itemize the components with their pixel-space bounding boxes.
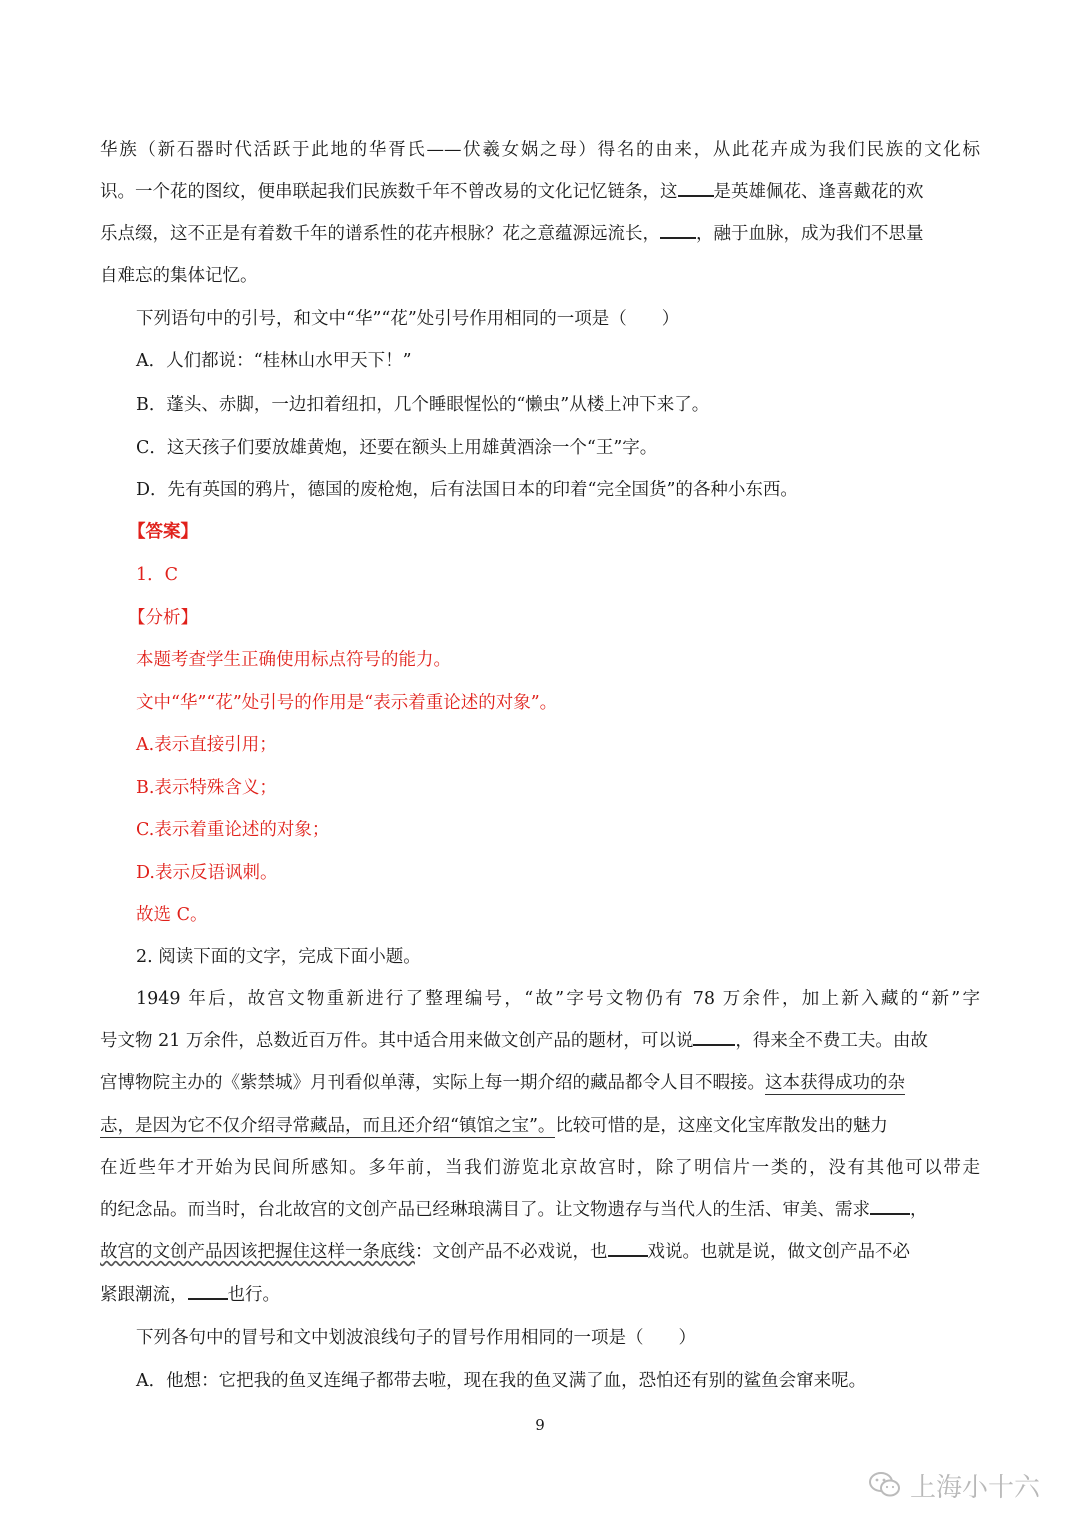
wechat-icon: [868, 1470, 902, 1500]
question1-stem: 下列语句中的引号，和文中“华”“花”处引号作用相同的一项是（ ）: [136, 309, 680, 329]
passage2-line-8: 紧跟潮流， 也行。: [100, 1285, 280, 1305]
analysis-line-4: B.表示特殊含义；: [136, 778, 277, 798]
fill-blank: [678, 181, 714, 197]
question1-option-c: C．这天孩子们要放雄黄炮，还要在额头上用雄黄酒涂一个“王”字。: [136, 438, 658, 458]
fill-blank: [188, 1284, 228, 1300]
question1-option-b: B．蓬头、赤脚，一边扣着纽扣，几个睡眼惺忪的“懒虫”从楼上冲下来了。: [136, 395, 710, 415]
analysis-line-5: C.表示着重论述的对象；: [136, 820, 330, 840]
fill-blank: [660, 223, 696, 239]
wavy-underlined-sentence: 故宫的文创产品因该把握住这样一条底线: [100, 1242, 415, 1262]
passage1-line-2: 识。一个花的图纹，便串联起我们民族数千年不曾改易的文化记忆链条，这 是英雄佩花、逢喜戴花的欢: [100, 182, 924, 202]
passage2-line-1: 1949 年后，故宫文物重新进行了整理编号，“故”字号文物仍有 78 万余件，加上新入藏的“新”字: [136, 989, 980, 1009]
page-number: 9: [535, 1416, 545, 1434]
underlined-sentence: 这本获得成功的杂: [765, 1073, 905, 1093]
answer-heading: 【答案】: [128, 522, 198, 542]
question2-option-a: A．他想：它把我的鱼叉连绳子都带去啦，现在我的鱼叉满了血，恐怕还有别的鲨鱼会窜来呢。: [136, 1371, 867, 1391]
question1-option-a: A．人们都说：“桂林山水甲天下！”: [136, 351, 412, 371]
question2-intro: 2. 阅读下面的文字，完成下面小题。: [136, 947, 421, 967]
passage1-line-3: 乐点缀，这不正是有着数千年的谱系性的花卉根脉？花之意蕴源远流长， ，融于血脉，成为我们不思量: [100, 224, 924, 244]
passage2-line-4: 志，是因为它不仅介绍寻常藏品，而且还介绍“镇馆之宝”。比较可惜的是，这座文化宝库散发出的魅力: [100, 1116, 888, 1136]
question2-stem: 下列各句中的冒号和文中划波浪线句子的冒号作用相同的一项是（ ）: [136, 1328, 696, 1348]
fill-blank: [870, 1199, 910, 1215]
analysis-line-7: 故选 C。: [136, 905, 208, 925]
question1-option-d: D．先有英国的鸦片，德国的废枪炮，后有法国日本的印着“完全国货”的各种小东西。: [136, 480, 798, 500]
passage1-line-1: 华族（新石器时代活跃于此地的华胥氏——伏羲女娲之母）得名的由来，从此花卉成为我们民族的文化标: [100, 140, 980, 160]
analysis-heading: 【分析】: [128, 608, 198, 628]
passage2-line-6: 的纪念品。而当时，台北故宫的文创产品已经琳琅满目了。让文物遗存与当代人的生活、审美、需求 ，: [100, 1200, 928, 1220]
passage2-line-2: 号文物 21 万余件，总数近百万件。其中适合用来做文创产品的题材，可以说 ，得来全不费工夫。由故: [100, 1031, 928, 1051]
analysis-line-1: 本题考查学生正确使用标点符号的能力。: [136, 650, 451, 670]
fill-blank: [608, 1241, 648, 1257]
answer-value: 1．C: [136, 565, 179, 585]
analysis-line-2: 文中“华”“花”处引号的作用是“表示着重论述的对象”。: [136, 693, 558, 713]
analysis-line-6: D.表示反语讽刺。: [136, 863, 278, 883]
passage2-line-5: 在近些年才开始为民间所感知。多年前，当我们游览北京故宫时，除了明信片一类的，没有其他可以带走: [100, 1158, 980, 1178]
fill-blank: [693, 1030, 735, 1046]
underlined-sentence: 志，是因为它不仅介绍寻常藏品，而且还介绍“镇馆之宝”。: [100, 1116, 556, 1136]
watermark-text: 上海小十六: [910, 1472, 1041, 1503]
watermark: [868, 1465, 1040, 1505]
passage2-line-7: 故宫的文创产品因该把握住这样一条底线：文创产品不必戏说，也 戏说。也就是说，做文创产品不必: [100, 1242, 910, 1262]
passage1-line-4: 自难忘的集体记忆。: [100, 266, 258, 286]
analysis-line-3: A.表示直接引用；: [136, 735, 277, 755]
passage2-line-3: 宫博物院主办的《紫禁城》月刊看似单薄，实际上每一期介绍的藏品都令人目不暇接。这本获得成功的杂: [100, 1073, 905, 1093]
